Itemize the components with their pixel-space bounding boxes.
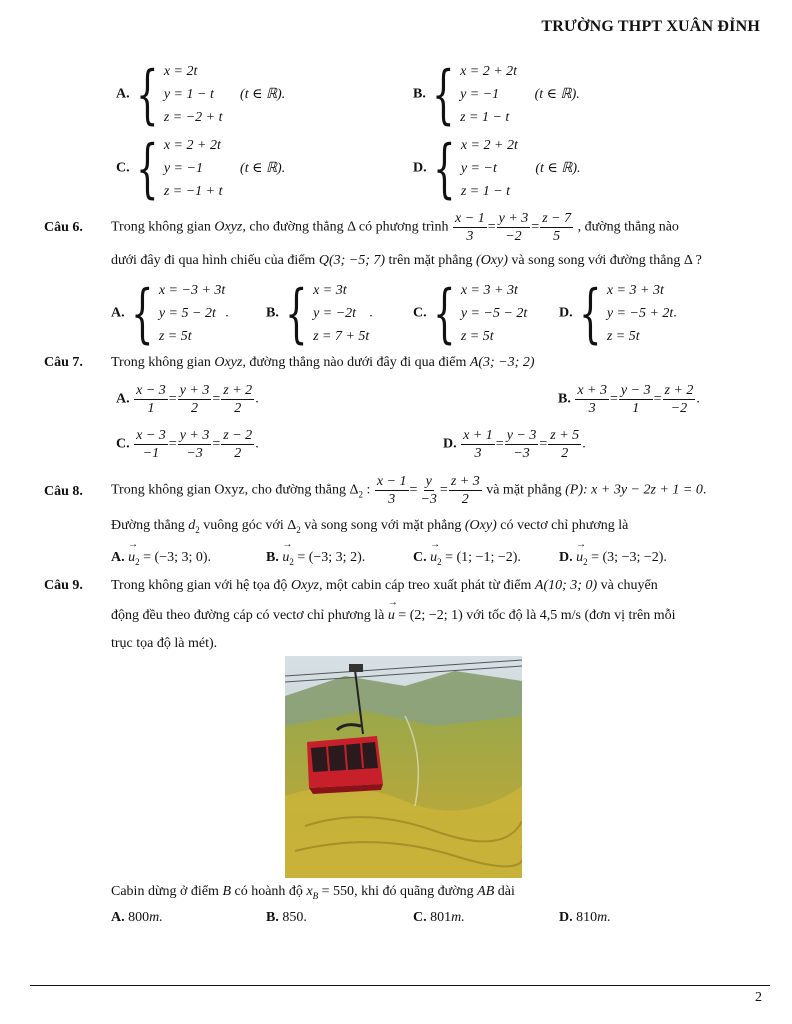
equation-line: z = 1 − t	[460, 110, 510, 125]
question-6-option-c: C. { x = 3 + 3t y = −5 − 2t z = 5t	[413, 276, 528, 351]
equation-line: z = −1 + t	[163, 184, 223, 199]
question-7-option-a: A. $\frac{x - 3}{1}$ = $\frac{y + 3}{2}$ = $\frac{z + 2}{2}$ .	[116, 383, 259, 416]
school-header: TRƯỜNG THPT XUÂN ĐỈNH	[541, 18, 760, 35]
question-7-label: Câu 7.	[44, 355, 83, 370]
question-8-line2: Đường thẳng $d_2$ vuông góc với $\Delta_2$ và song song với mặt phẳng (Oxy) có vectơ chỉ phương là	[111, 518, 629, 535]
question-9-label: Câu 9.	[44, 578, 83, 593]
question-8-option-a: A. → $u_2 = (-3$; 3; 0).	[111, 550, 211, 567]
question-6-label: Câu 6.	[44, 220, 83, 235]
equation-line: y = −t	[460, 161, 497, 176]
cable-car-photo	[285, 656, 522, 878]
footer-divider	[30, 985, 770, 986]
question-6-option-a: A. { x = −3 + 3t y = 5 − 2t z = 5t .	[111, 276, 229, 351]
top-option-a: A. { x = 2t y = 1 − t z = −2 + t (t ∈ ℝ).	[116, 57, 286, 132]
param-domain: (t ∈ ℝ).	[534, 86, 580, 102]
param-domain: (t ∈ ℝ).	[535, 160, 581, 176]
question-9-option-b: B. 850.	[266, 910, 307, 925]
question-8-option-c: C. → $u_2 = (1$; −1; −2).	[413, 550, 521, 567]
question-7-option-d: D. $\frac{x + 1}{3}$ = $\frac{y - 3}{-3}$ = $\frac{z + 5}{2}$ .	[443, 428, 586, 461]
fraction: $\frac{x - 1}{3}$	[455, 211, 485, 244]
fraction: $\frac{y + 3}{-2}$	[498, 211, 529, 244]
question-9-prompt: Cabin dừng ở điểm B có hoành độ $x_B = 550$, khi đó quãng đường AB dài	[111, 884, 515, 901]
equation-line: y = 1 − t	[163, 87, 214, 102]
option-label: D.	[413, 160, 427, 176]
equation-line: z = 1 − t	[460, 184, 511, 199]
top-option-c: C. { x = 2 + 2t y = −1 z = −1 + t (t ∈ ℝ).	[116, 131, 286, 206]
question-6-option-d: D. { x = 3 + 3t y = −5 + 2t z = 5t .	[559, 276, 677, 351]
question-7-option-b: B. $\frac{x + 3}{3}$ = $\frac{y - 3}{1}$ = $\frac{z + 2}{-2}$ .	[558, 383, 700, 416]
equation-line: x = 2t	[163, 64, 198, 79]
page-number: 2	[755, 990, 762, 1005]
top-option-b: B. { x = 2 + 2t y = −1 z = 1 − t (t ∈ ℝ).	[413, 57, 580, 132]
question-8-option-b: B. → $u_2 = (-3$; 3; 2).	[266, 550, 365, 567]
question-8-option-d: D. → $u_2 = (3$; −3; −2).	[559, 550, 667, 567]
question-9-option-c: C. 801m.	[413, 910, 465, 925]
question-9-line3: trục tọa độ là mét).	[111, 636, 218, 651]
fraction: $\frac{z - 7}{5}$	[542, 211, 572, 244]
question-7-text: Trong không gian Oxyz, đường thẳng nào dưới đây đi qua điểm A(3; −3; 2)	[111, 355, 535, 370]
option-label: A.	[116, 86, 130, 102]
question-9-option-d: D. 810m.	[559, 910, 611, 925]
top-option-d: D. { x = 2 + 2t y = −t z = 1 − t (t ∈ ℝ).	[413, 131, 581, 206]
question-9-line1: Trong không gian với hệ tọa độ Oxyz, một cabin cáp treo xuất phát từ điểm A(10; 3; 0) và chuyển	[111, 578, 658, 593]
option-label: B.	[413, 86, 426, 102]
option-label: C.	[116, 160, 130, 176]
question-6-line1: Trong không gian Oxyz, cho đường thẳng Δ có phương trình $\frac{x - 1}{3}$ = $\frac{y + 3}{-2}$ = $\frac{z - 7}{5}$ , đường thẳng nào	[111, 211, 679, 244]
question-8-line1: Trong không gian Oxyz, cho đường thẳng $\Delta_2$ : $\frac{x - 1}{3}$ = $\frac{y}{-3}$ = $\frac{z + 3}{2}$ và mặt phẳng (P): x + 3y − 2z + 1 = 0.	[111, 474, 707, 507]
param-domain: (t ∈ ℝ).	[240, 86, 286, 102]
param-domain: (t ∈ ℝ).	[240, 160, 286, 176]
equation-line: y = −1	[163, 161, 203, 176]
question-8-label: Câu 8.	[44, 484, 83, 499]
question-7-option-c: C. $\frac{x - 3}{-1}$ = $\frac{y + 3}{-3}$ = $\frac{z - 2}{2}$ .	[116, 428, 259, 461]
equation-line: y = −1	[460, 87, 500, 102]
question-9-line2: động đều theo đường cáp có vectơ chỉ phương là → u = (2; −2; 1) với tốc độ là 4,5 m/s (đơn vị trên mỗi	[111, 608, 676, 624]
equation-line: z = −2 + t	[163, 110, 223, 125]
equation-line: x = 2 + 2t	[460, 64, 518, 79]
equation-line: x = 2 + 2t	[460, 138, 518, 153]
equation-line: x = 2 + 2t	[163, 138, 221, 153]
question-6-line2: dưới đây đi qua hình chiếu của điểm Q(3; −5; 7) trên mặt phẳng (Oxy) và song song với đường thẳng Δ ?	[111, 253, 702, 268]
question-6-option-b: B. { x = 3t y = −2t z = 7 + 5t .	[266, 276, 373, 351]
question-9-option-a: A. 800m.	[111, 910, 163, 925]
